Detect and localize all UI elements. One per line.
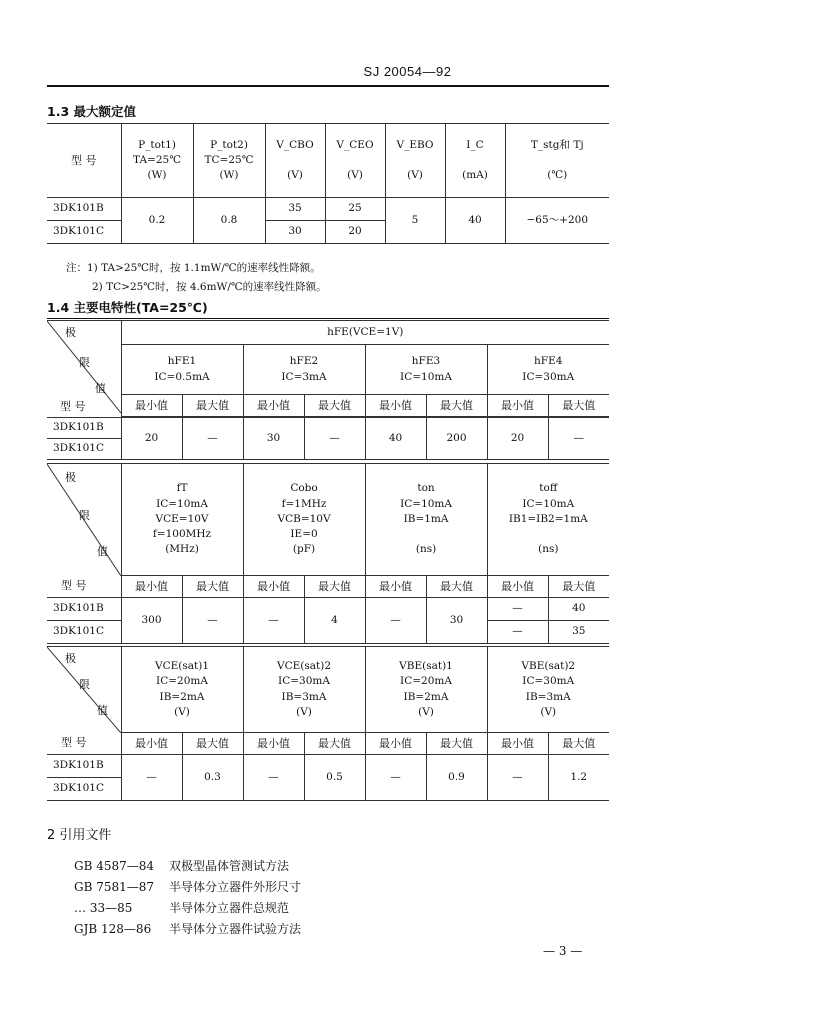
max-label: 最大值 xyxy=(426,576,487,598)
vbesat2-header: VBE(sat)2 IC=30mA IB=3mA (V) xyxy=(487,647,609,733)
max-label: 最大值 xyxy=(182,733,243,755)
toff-min-b: — xyxy=(487,598,548,621)
vceo-b: 25 xyxy=(325,198,385,221)
max-label: 最大值 xyxy=(304,576,365,598)
max-label: 最大值 xyxy=(548,576,609,598)
section-1-4-title: 1.4 主要电特性(TA=25℃) xyxy=(47,300,208,315)
hfe3-min: 40 xyxy=(365,418,426,460)
min-label: 最小值 xyxy=(487,395,548,417)
reference-item: GJB 128—86 半导体分立器件试验方法 xyxy=(74,922,302,936)
min-label: 最小值 xyxy=(487,576,548,598)
xinghao-label: 型 号 xyxy=(47,576,121,598)
vbesat1-min: — xyxy=(365,755,426,801)
hfe3-max: 200 xyxy=(426,418,487,460)
col-vcbo: V_CBO (V) xyxy=(265,124,325,198)
row-3dk101c: 3DK101C xyxy=(47,621,121,644)
ptot1-value: 0.2 xyxy=(121,198,193,244)
hfe-group-header: hFE(VCE=1V) xyxy=(121,321,609,345)
min-label: 最小值 xyxy=(121,395,182,417)
cobo-header: Cobo f=1MHz VCB=10V IE=0 (pF) xyxy=(243,464,365,576)
min-label: 最小值 xyxy=(121,733,182,755)
note-2: 2) TC>25℃时，按 4.6mW/℃的速率线性降额。 xyxy=(92,281,327,293)
row-3dk101b: 3DK101B xyxy=(47,755,121,778)
ton-header: ton IC=10mA IB=1mA (ns) xyxy=(365,464,487,576)
row-3dk101b: 3DK101B xyxy=(47,198,121,221)
ptot2-value: 0.8 xyxy=(193,198,265,244)
hfe-table xyxy=(47,320,609,460)
vcesat2-max: 0.5 xyxy=(304,755,365,801)
label-ji: 极 xyxy=(65,326,76,339)
col-ptot1: P_tot1) TA=25℃ (W) xyxy=(121,124,193,198)
toff-max-c: 35 xyxy=(548,621,609,644)
max-label: 最大值 xyxy=(304,733,365,755)
vbesat1-header: VBE(sat)1 IC=20mA IB=2mA (V) xyxy=(365,647,487,733)
max-label: 最大值 xyxy=(548,733,609,755)
saturation-table xyxy=(47,646,609,801)
max-label: 最大值 xyxy=(426,395,487,417)
hfe4-min: 20 xyxy=(487,418,548,460)
reference-item: … 33—85 半导体分立器件总规范 xyxy=(74,901,290,915)
hfe3-header: hFE3 IC=10mA xyxy=(365,345,487,395)
vbesat2-min: — xyxy=(487,755,548,801)
cobo-max: 4 xyxy=(304,598,365,644)
xinghao-label: 型 号 xyxy=(60,400,86,413)
reference-list xyxy=(74,857,301,941)
min-label: 最小值 xyxy=(365,733,426,755)
row-3dk101c: 3DK101C xyxy=(47,439,121,460)
min-label: 最小值 xyxy=(121,576,182,598)
min-label: 最小值 xyxy=(243,395,304,417)
row-3dk101c: 3DK101C xyxy=(47,778,121,801)
vceo-c: 20 xyxy=(325,221,385,244)
page-number: — 3 — xyxy=(543,944,583,958)
vcbo-b: 35 xyxy=(265,198,325,221)
xinghao-label: 型 号 xyxy=(47,733,121,755)
hfe2-header: hFE2 IC=3mA xyxy=(243,345,365,395)
ft-min: 300 xyxy=(121,598,182,644)
diag-header-2 xyxy=(47,464,121,576)
max-label: 最大值 xyxy=(182,576,243,598)
hfe1-header: hFE1 IC=0.5mA xyxy=(121,345,243,395)
hfe4-header: hFE4 IC=30mA xyxy=(487,345,609,395)
max-label: 最大值 xyxy=(182,395,243,417)
max-label: 最大值 xyxy=(548,395,609,417)
reference-item: GB 4587—84 双极型晶体管测试方法 xyxy=(74,859,290,873)
row-3dk101c: 3DK101C xyxy=(47,221,121,244)
diag-header-3 xyxy=(47,647,121,733)
vcesat1-max: 0.3 xyxy=(182,755,243,801)
toff-header: toff IC=10mA IB1=IB2=1mA (ns) xyxy=(487,464,609,576)
hfe1-min: 20 xyxy=(121,418,182,460)
tstg-value: −65～+200 xyxy=(505,198,609,244)
vbesat1-max: 0.9 xyxy=(426,755,487,801)
min-label: 最小值 xyxy=(243,576,304,598)
toff-max-b: 40 xyxy=(548,598,609,621)
col-ic: I_C (mA) xyxy=(445,124,505,198)
hfe4-max: — xyxy=(548,418,609,460)
label-zhi: 值 xyxy=(97,704,108,717)
col-vceo: V_CEO (V) xyxy=(325,124,385,198)
ft-header: fT IC=10mA VCE=10V f=100MHz (MHz) xyxy=(121,464,243,576)
min-label: 最小值 xyxy=(365,576,426,598)
col-model: 型 号 xyxy=(47,124,121,198)
col-tstg: T_stg和 Tj (℃) xyxy=(505,124,609,198)
hfe1-max: — xyxy=(182,418,243,460)
hfe2-min: 30 xyxy=(243,418,304,460)
label-ji: 极 xyxy=(65,471,76,484)
switching-table xyxy=(47,463,609,644)
vcesat1-min: — xyxy=(121,755,182,801)
max-label: 最大值 xyxy=(304,395,365,417)
label-xian: 限 xyxy=(79,678,90,691)
row-3dk101b: 3DK101B xyxy=(47,598,121,621)
label-zhi: 值 xyxy=(97,545,108,558)
vebo-value: 5 xyxy=(385,198,445,244)
vcbo-c: 30 xyxy=(265,221,325,244)
vcesat1-header: VCE(sat)1 IC=20mA IB=2mA (V) xyxy=(121,647,243,733)
col-vebo: V_EBO (V) xyxy=(385,124,445,198)
toff-min-c: — xyxy=(487,621,548,644)
ton-min: — xyxy=(365,598,426,644)
section-1-3-title: 1.3 最大额定值 xyxy=(47,104,136,119)
label-xian: 限 xyxy=(79,356,90,369)
vbesat2-max: 1.2 xyxy=(548,755,609,801)
min-label: 最小值 xyxy=(365,395,426,417)
header-rule xyxy=(47,85,609,87)
label-xian: 限 xyxy=(79,509,90,522)
section-2-title: 2 引用文件 xyxy=(47,828,112,843)
label-zhi: 值 xyxy=(95,382,106,395)
document-number: SJ 20054—92 xyxy=(363,64,452,79)
note-1: 注：1) TA>25℃时，按 1.1mW/℃的速率线性降额。 xyxy=(66,262,321,274)
table-top-rule xyxy=(47,318,609,319)
min-label: 最小值 xyxy=(487,733,548,755)
max-ratings-table xyxy=(47,123,609,244)
max-label: 最大值 xyxy=(426,733,487,755)
min-label: 最小值 xyxy=(243,733,304,755)
reference-item: GB 7581—87 半导体分立器件外形尺寸 xyxy=(74,880,302,894)
label-ji: 极 xyxy=(65,652,76,665)
ton-max: 30 xyxy=(426,598,487,644)
cobo-min: — xyxy=(243,598,304,644)
ic-value: 40 xyxy=(445,198,505,244)
vcesat2-min: — xyxy=(243,755,304,801)
col-ptot2: P_tot2) TC=25℃ (W) xyxy=(193,124,265,198)
hfe2-max: — xyxy=(304,418,365,460)
ft-max: — xyxy=(182,598,243,644)
row-3dk101b: 3DK101B xyxy=(47,418,121,439)
vcesat2-header: VCE(sat)2 IC=30mA IB=3mA (V) xyxy=(243,647,365,733)
